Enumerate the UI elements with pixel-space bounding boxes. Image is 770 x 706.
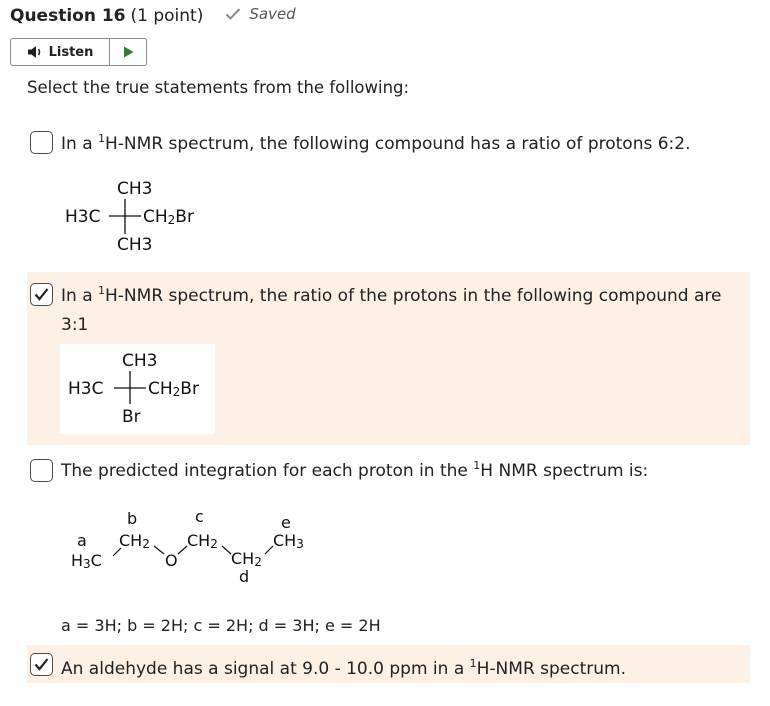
listen-button[interactable]	[11, 39, 110, 65]
svg-text:e: e	[281, 513, 291, 532]
question-title: Question 16	[10, 6, 126, 26]
option-3	[27, 448, 750, 638]
saved-label: Saved	[249, 5, 296, 23]
svg-text:CH3: CH3	[117, 179, 153, 199]
svg-text:CH2: CH2	[187, 531, 218, 551]
option-2-structure-box	[60, 344, 215, 434]
option-2-checkbox[interactable]	[30, 283, 53, 306]
option-3-answer: a = 3H; b = 2H; c = 2H; d = 3H; e = 2H	[61, 616, 381, 635]
option-3-text: The predicted integration for each proton in the $^1$H NMR spectrum is:	[61, 459, 649, 481]
option-1	[27, 122, 750, 264]
checkmark-icon	[33, 656, 50, 673]
svg-text:H3C: H3C	[68, 379, 104, 399]
svg-text:H3C: H3C	[71, 551, 102, 571]
checkmark-icon	[33, 286, 50, 303]
option-4-checkbox[interactable]	[30, 653, 53, 676]
svg-text:CH3: CH3	[117, 235, 153, 255]
option-2	[27, 272, 750, 445]
listen-control	[10, 38, 147, 66]
svg-text:CH2: CH2	[231, 549, 262, 569]
option-4-text: An aldehyde has a signal at 9.0 - 10.0 ppm in a $^1$H-NMR spectrum.	[61, 657, 627, 679]
svg-text:H3C: H3C	[65, 207, 101, 227]
svg-text:CH3: CH3	[273, 531, 304, 551]
option-3-structure	[57, 504, 357, 584]
svg-text:CH3: CH3	[122, 351, 158, 371]
option-1-structure	[57, 172, 217, 262]
checkmark-icon	[225, 7, 241, 21]
listen-label: Listen	[48, 44, 94, 60]
question-points: (1 point)	[130, 6, 204, 26]
svg-text:CH2Br: CH2Br	[143, 207, 194, 227]
svg-text:Br: Br	[122, 407, 141, 427]
question-prompt: Select the true statements from the following:	[27, 78, 410, 97]
svg-text:CH2: CH2	[119, 531, 150, 551]
svg-text:a: a	[77, 531, 87, 550]
option-2-text: In a $^1$H-NMR spectrum, the ratio of the protons in the following compound are 3:1	[61, 284, 722, 335]
option-3-checkbox[interactable]	[30, 459, 53, 482]
svg-text:c: c	[195, 507, 204, 526]
speaker-icon	[27, 45, 45, 59]
option-2-structure	[60, 344, 215, 434]
saved-status	[225, 5, 295, 23]
svg-text:b: b	[127, 509, 138, 528]
play-button[interactable]	[110, 39, 146, 65]
play-icon	[123, 46, 134, 58]
svg-text:d: d	[239, 567, 250, 584]
svg-text:CH2Br: CH2Br	[148, 379, 199, 399]
svg-text:O: O	[165, 551, 178, 570]
question-header	[10, 5, 296, 26]
option-1-text: In a $^1$H-NMR spectrum, the following compound has a ratio of protons 6:2.	[61, 132, 691, 154]
option-1-checkbox[interactable]	[30, 131, 53, 154]
option-4	[27, 645, 750, 683]
